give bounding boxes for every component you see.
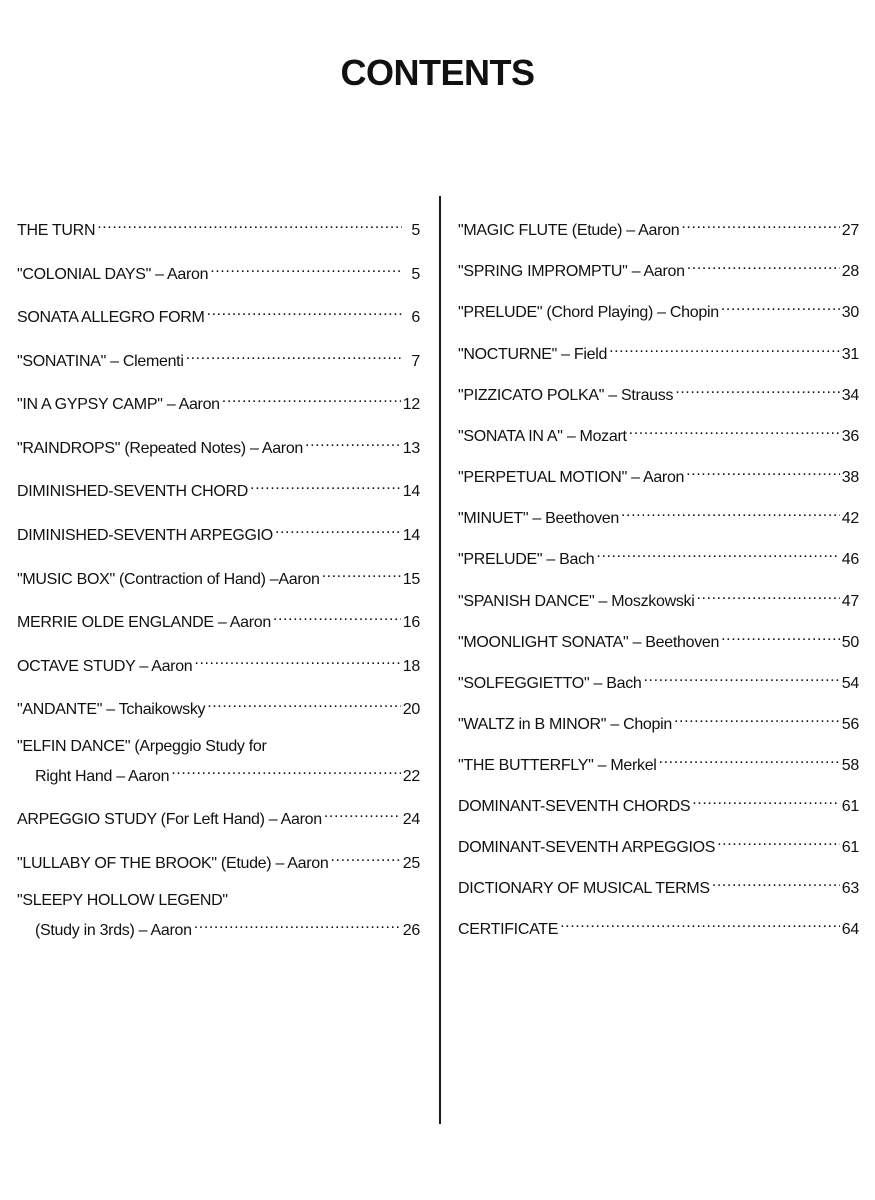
toc-entry[interactable] [17,846,420,875]
entry-page: 56 [841,716,859,733]
entry-page: 12 [402,396,420,413]
toc-entry[interactable] [458,666,859,695]
entry-title: "MOONLIGHT SONATA" – Beethoven [458,634,720,651]
entry-page: 26 [402,922,420,939]
entry-page: 34 [841,387,859,404]
leader-dots [275,518,401,540]
leader-dots [712,871,840,893]
entry-page: 5 [411,222,420,239]
leader-dots [194,913,401,935]
toc-entry[interactable] [17,474,420,503]
entry-page: 36 [841,428,859,445]
entry-title: MERRIE OLDE ENGLANDE – Aaron [17,614,271,631]
entry-page: 13 [402,440,420,457]
leader-dots [324,802,401,824]
entry-page: 24 [402,811,420,828]
toc-entry[interactable] [458,419,859,448]
leader-dots [560,912,840,934]
toc-entry[interactable] [458,830,859,859]
entry-page: 50 [841,634,859,651]
entry-page: 61 [841,839,859,856]
leader-dots [675,378,840,400]
entry-title: DIMINISHED-SEVENTH ARPEGGIO [17,527,273,544]
leader-dots [305,431,401,453]
toc-entry[interactable] [17,562,420,591]
entry-title: OCTAVE STUDY – Aaron [17,658,193,675]
leader-dots [674,707,840,729]
entry-page: 38 [841,469,859,486]
leader-dots [207,300,402,322]
entry-page: 7 [411,353,420,370]
entry-title: "PERPETUAL MOTION" – Aaron [458,469,685,486]
entry-title: "SOLFEGGIETTO" – Bach [458,675,642,692]
toc-entry[interactable] [458,295,859,324]
entry-page: 25 [402,855,420,872]
leader-dots [659,748,840,770]
leader-dots [207,692,401,714]
entry-title: "COLONIAL DAYS" – Aaron [17,266,209,283]
toc-entry[interactable] [17,387,420,416]
leader-dots [697,584,840,606]
entry-title-line1: "SLEEPY HOLLOW LEGEND" [17,892,228,909]
toc-entry[interactable] [458,584,859,613]
entry-title: "ANDANTE" – Tchaikowsky [17,701,206,718]
entry-title: SONATA ALLEGRO FORM [17,309,205,326]
entry-page: 46 [841,551,859,568]
toc-entry[interactable] [458,748,859,777]
toc-entry[interactable] [17,344,420,373]
entry-title: "THE BUTTERFLY" – Merkel [458,757,657,774]
column-divider [439,196,441,1124]
leader-dots [331,846,401,868]
entry-page: 20 [402,701,420,718]
toc-entry[interactable] [17,518,420,547]
leader-dots [97,213,402,235]
entry-title: "MINUET" – Beethoven [458,510,619,527]
toc-entry[interactable] [17,692,420,721]
entry-page: 42 [841,510,859,527]
entry-page: 31 [841,346,859,363]
toc-entry[interactable] [458,542,859,571]
toc-entry[interactable] [458,789,859,818]
leader-dots [721,295,840,317]
entry-title: THE TURN [17,222,96,239]
entry-title: Right Hand – Aaron [35,768,170,785]
leader-dots [621,501,840,523]
entry-title: "SONATA IN A" – Mozart [458,428,627,445]
toc-entry[interactable] [458,707,859,736]
toc-entry[interactable] [17,738,420,788]
leader-dots [644,666,840,688]
entry-title: "RAINDROPS" (Repeated Notes) – Aaron [17,440,304,457]
entry-page: 5 [411,266,420,283]
toc-entry[interactable] [17,892,420,942]
entry-page: 30 [841,304,859,321]
entry-title: "PRELUDE" (Chord Playing) – Chopin [458,304,719,321]
entry-page: 6 [411,309,420,326]
leader-dots [692,789,840,811]
toc-entry[interactable] [458,460,859,489]
toc-entry[interactable] [17,431,420,460]
toc-entry[interactable] [458,337,859,366]
leader-dots [721,625,840,647]
leader-dots [687,254,840,276]
entry-page: 14 [402,527,420,544]
entry-page: 16 [402,614,420,631]
entry-title: "MUSIC BOX" (Contraction of Hand) –Aaron [17,571,320,588]
entry-page: 58 [841,757,859,774]
entry-title: "NOCTURNE" – Field [458,346,608,363]
toc-entry[interactable] [17,300,420,329]
entry-title: "MAGIC FLUTE (Etude) – Aaron [458,222,680,239]
entry-page: 22 [402,768,420,785]
leader-dots [717,830,840,852]
toc-entry[interactable] [17,257,420,286]
leader-dots [686,460,840,482]
toc-entry[interactable] [458,625,859,654]
entry-page: 47 [841,593,859,610]
leader-dots [681,213,839,235]
entry-page: 14 [402,483,420,500]
leader-dots [596,542,839,564]
toc-entry[interactable] [17,213,420,242]
entry-title: CERTIFICATE [458,921,559,938]
entry-title: DIMINISHED-SEVENTH CHORD [17,483,249,500]
entry-title: "SPRING IMPROMPTU" – Aaron [458,263,685,280]
toc-entry[interactable] [458,378,859,407]
entry-title: DICTIONARY OF MUSICAL TERMS [458,880,710,897]
entry-title: "SONATINA" – Clementi [17,353,184,370]
leader-dots [273,605,401,627]
entry-title: "IN A GYPSY CAMP" – Aaron [17,396,220,413]
entry-title: "PIZZICATO POLKA" – Strauss [458,387,674,404]
toc-entry[interactable] [17,605,420,634]
entry-title: "PRELUDE" – Bach [458,551,595,568]
toc-entry[interactable] [458,912,859,941]
entry-page: 18 [402,658,420,675]
toc-entry[interactable] [17,802,420,831]
toc-entry[interactable] [17,649,420,678]
toc-entry[interactable] [458,254,859,283]
toc-entry[interactable] [458,213,859,242]
entry-title: ARPEGGIO STUDY (For Left Hand) – Aaron [17,811,322,828]
entry-page: 64 [841,921,859,938]
leader-dots [186,344,402,366]
entry-page: 27 [841,222,859,239]
leader-dots [171,759,401,781]
entry-title: "WALTZ in B MINOR" – Chopin [458,716,672,733]
entry-title: DOMINANT-SEVENTH ARPEGGIOS [458,839,716,856]
entry-title: DOMINANT-SEVENTH CHORDS [458,798,691,815]
entry-title: (Study in 3rds) – Aaron [35,922,192,939]
entry-page: 61 [841,798,859,815]
entry-title: "LULLABY OF THE BROOK" (Etude) – Aaron [17,855,329,872]
leader-dots [322,562,401,584]
leader-dots [629,419,840,441]
entry-page: 63 [841,880,859,897]
leader-dots [250,474,401,496]
entry-title: "SPANISH DANCE" – Moszkowski [458,593,695,610]
leader-dots [222,387,401,409]
entry-page: 28 [841,263,859,280]
page-title: CONTENTS [340,52,535,93]
entry-page: 15 [402,571,420,588]
leader-dots [210,257,402,279]
entry-page: 54 [841,675,859,692]
leader-dots [609,337,840,359]
toc-entry[interactable] [458,501,859,530]
entry-title-line1: "ELFIN DANCE" (Arpeggio Study for [17,738,267,755]
toc-entry[interactable] [458,871,859,900]
leader-dots [194,649,400,671]
